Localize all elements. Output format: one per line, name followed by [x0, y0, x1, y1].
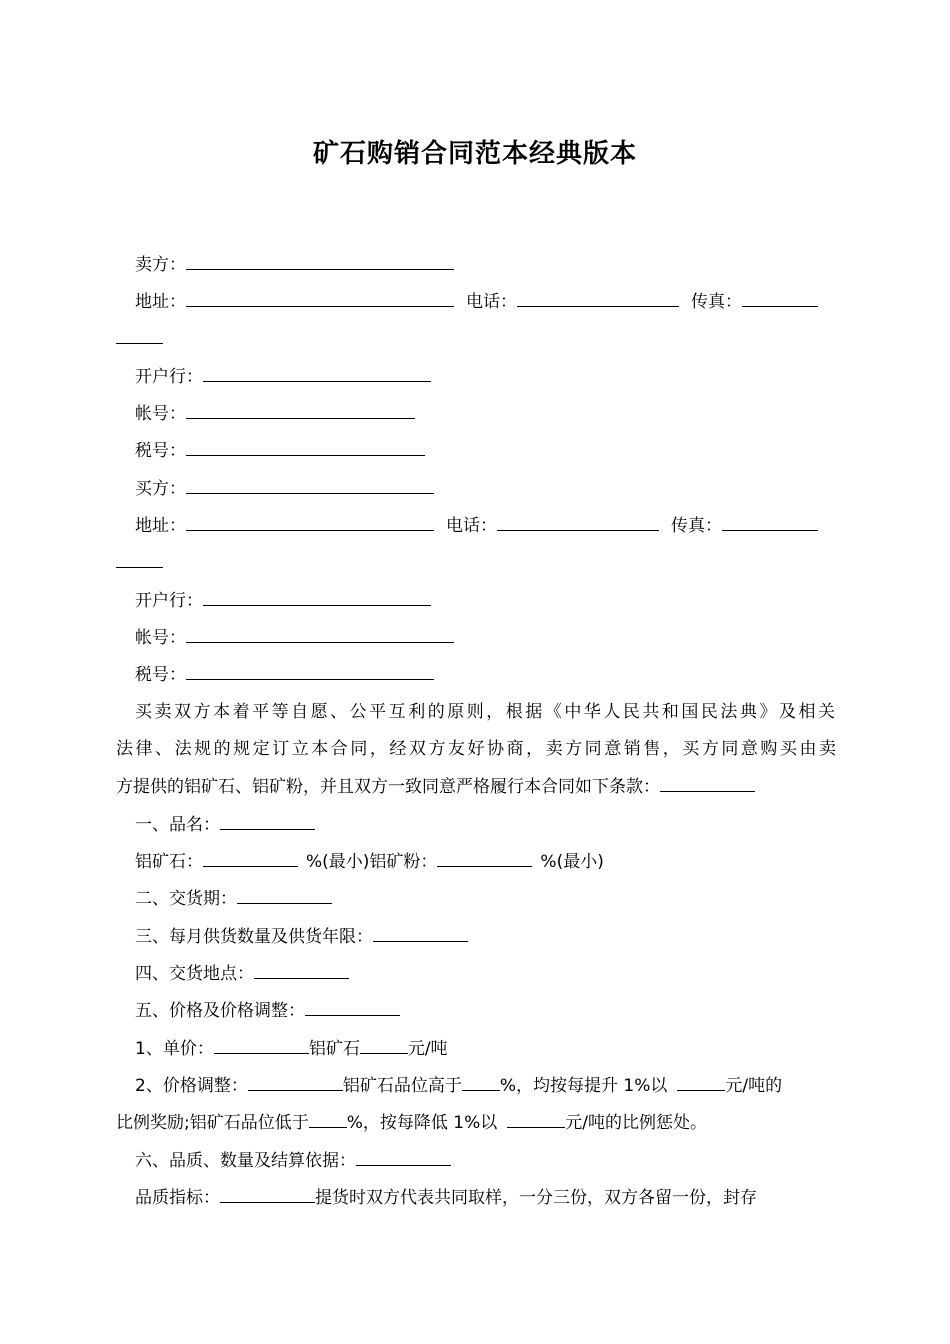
buyer-address-blank[interactable] [186, 513, 434, 531]
unit-price-label: 1、单价： [135, 1039, 214, 1059]
price-adjust-reward-text: %，均按每提升 1%以 [499, 1076, 668, 1096]
price-adjust-high-text: 铝矿石品位高于 [342, 1076, 462, 1096]
quality-text: 提货时双方代表共同取样，一分三份，双方各留一份，封存 [315, 1188, 757, 1208]
seller-fax-blank[interactable] [742, 289, 818, 307]
unit-price-amount-blank[interactable] [360, 1036, 408, 1054]
clause-2-label: 二、交货期： [135, 889, 237, 909]
seller-fax-continuation [116, 326, 836, 351]
unit-price-ore: 铝矿石 [308, 1039, 360, 1059]
price-adjust-penalty-unit: 元/吨的比例惩处。 [565, 1113, 707, 1133]
seller-name-label: 卖方： [135, 255, 186, 275]
intro-line-2: 法律、法规的规定订立本合同，经双方友好协商，卖方同意销售，买方同意购买由卖 [116, 739, 836, 759]
powder-grade-unit: %(最小) [540, 852, 604, 872]
clause-2-line [135, 886, 835, 911]
clause-4-blank[interactable] [254, 961, 349, 979]
ore-grade-blank[interactable] [203, 849, 298, 867]
buyer-tax-label: 税号： [135, 665, 186, 685]
ore-grade-unit: %(最小)铝矿粉： [306, 852, 438, 872]
price-adjust-low-text: 比例奖励;铝矿石品位低于 [116, 1113, 309, 1133]
buyer-name-label: 买方： [135, 479, 186, 499]
seller-address-blank[interactable] [186, 289, 454, 307]
page-title: 矿石购销合同范本经典版本 [312, 139, 637, 169]
quality-blank[interactable] [220, 1185, 315, 1203]
intro-line-3 [116, 774, 836, 799]
penalty-amount-blank[interactable] [507, 1110, 565, 1128]
clause-3-line [135, 924, 835, 949]
buyer-phone-label: 电话： [446, 516, 497, 536]
seller-address-label: 地址： [135, 292, 186, 312]
quality-label: 品质指标： [135, 1188, 220, 1208]
seller-account-label: 帐号： [135, 404, 186, 424]
buyer-name-blank[interactable] [186, 476, 434, 494]
buyer-fax-blank[interactable] [722, 513, 818, 531]
clause-2-blank[interactable] [237, 886, 332, 904]
price-adjust-reward-unit: 元/吨的 [725, 1076, 783, 1096]
clause-5-line [135, 998, 835, 1023]
clause-5-blank[interactable] [305, 998, 400, 1016]
clause-1-label: 一、品名： [135, 815, 220, 835]
seller-bank-label: 开户行： [135, 367, 203, 387]
buyer-tax-line [135, 662, 835, 687]
buyer-fax-label: 传真： [671, 516, 722, 536]
clause-5-1-line [135, 1036, 835, 1061]
clause-4-label: 四、交货地点： [135, 964, 254, 984]
buyer-address-label: 地址： [135, 516, 186, 536]
seller-tax-label: 税号： [135, 441, 186, 461]
seller-tax-line [135, 438, 835, 463]
unit-price-unit: 元/吨 [407, 1039, 448, 1059]
buyer-bank-blank[interactable] [203, 588, 431, 606]
buyer-fax-continuation [116, 550, 836, 575]
buyer-account-line [135, 625, 835, 650]
seller-bank-line [135, 364, 835, 389]
seller-name-blank[interactable] [186, 252, 454, 270]
clause-3-blank[interactable] [373, 924, 468, 942]
clause-5-2-line [135, 1073, 835, 1098]
seller-phone-label: 电话： [466, 292, 517, 312]
seller-account-line [135, 401, 835, 426]
buyer-account-blank[interactable] [186, 625, 454, 643]
buyer-fax-blank-cont[interactable] [116, 550, 163, 568]
price-adjust-penalty-text: %，按每降低 1%以 [346, 1113, 498, 1133]
clause-1-grade-line [135, 849, 835, 874]
clause-6-label: 六、品质、数量及结算依据： [135, 1151, 356, 1171]
clause-1-blank[interactable] [220, 812, 315, 830]
clause-6-quality-line [135, 1185, 835, 1210]
reward-amount-blank[interactable] [677, 1073, 725, 1091]
buyer-bank-label: 开户行： [135, 591, 203, 611]
buyer-phone-blank[interactable] [497, 513, 659, 531]
seller-tax-blank[interactable] [186, 438, 425, 456]
intro-blank[interactable] [660, 774, 755, 792]
clause-1-line [135, 812, 835, 837]
clause-5-label: 五、价格及价格调整： [135, 1001, 305, 1021]
seller-account-blank[interactable] [186, 401, 415, 419]
seller-contact-line [135, 289, 835, 314]
seller-bank-blank[interactable] [203, 364, 431, 382]
grade-high-blank[interactable] [462, 1073, 500, 1091]
intro-line-3-text: 方提供的铝矿石、铝矿粉，并且双方一致同意严格履行本合同如下条款： [116, 777, 660, 797]
buyer-tax-blank[interactable] [186, 662, 434, 680]
clause-3-label: 三、每月供货数量及供货年限： [135, 927, 373, 947]
powder-grade-blank[interactable] [437, 849, 532, 867]
price-adjust-label: 2、价格调整： [135, 1076, 248, 1096]
buyer-name-line [135, 476, 835, 501]
buyer-contact-line [135, 513, 835, 538]
ore-label: 铝矿石： [135, 852, 203, 872]
seller-phone-blank[interactable] [517, 289, 679, 307]
price-adjust-blank[interactable] [248, 1073, 343, 1091]
clause-6-blank[interactable] [356, 1148, 451, 1166]
seller-fax-blank-cont[interactable] [116, 326, 163, 344]
grade-low-blank[interactable] [309, 1110, 347, 1128]
intro-line-1: 买卖双方本着平等自愿、公平互利的原则，根据《中华人民共和国民法典》及相关 [135, 702, 835, 722]
clause-6-line [135, 1148, 835, 1173]
unit-price-blank[interactable] [214, 1036, 309, 1054]
buyer-bank-line [135, 588, 835, 613]
seller-fax-label: 传真： [691, 292, 742, 312]
clause-5-2-continuation [116, 1110, 836, 1135]
buyer-account-label: 帐号： [135, 628, 186, 648]
seller-name-line [135, 252, 835, 277]
clause-4-line [135, 961, 835, 986]
